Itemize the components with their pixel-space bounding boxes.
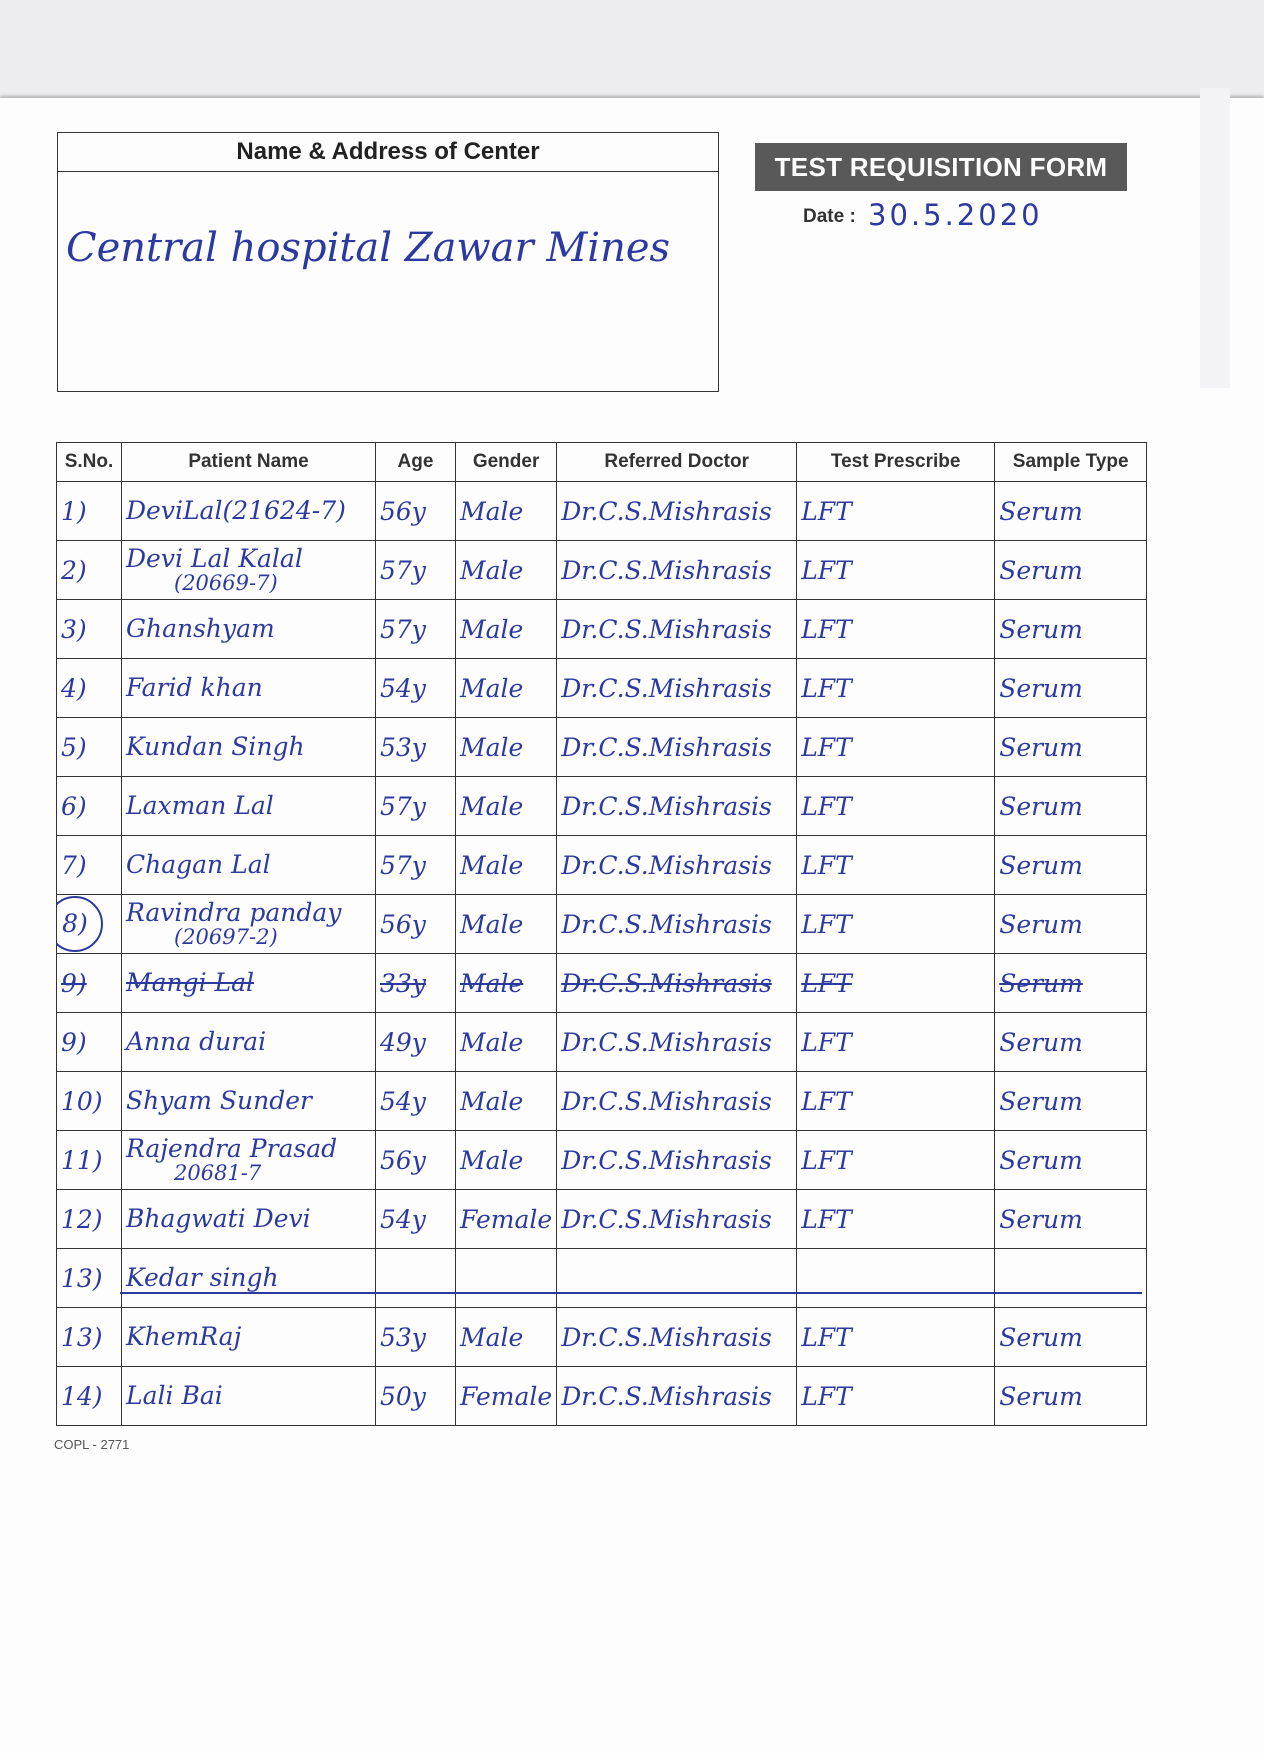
cell-doctor: Dr.C.S.Mishrasis xyxy=(557,954,797,1013)
cell-sno: 6) xyxy=(57,777,122,836)
cell-sno: 13) xyxy=(57,1308,122,1367)
cell-sno: 4) xyxy=(57,659,122,718)
cell-gender: Female xyxy=(456,1190,557,1249)
cell-sno: 9) xyxy=(57,1013,122,1072)
cell-test: LFT xyxy=(797,1131,995,1190)
table-row xyxy=(57,1131,1147,1190)
date-label: Date : xyxy=(803,206,856,227)
patient-name: Farid khan xyxy=(126,672,263,702)
cell-age: 53y xyxy=(376,718,456,777)
patient-name: Ghanshyam xyxy=(126,613,275,643)
cell-test: LFT xyxy=(797,1072,995,1131)
cell-gender: Male xyxy=(456,895,557,954)
cell-sample: Serum xyxy=(995,1367,1147,1426)
cell-sample: Serum xyxy=(995,1013,1147,1072)
cell-age: 56y xyxy=(376,1131,456,1190)
cell-doctor: Dr.C.S.Mishrasis xyxy=(557,895,797,954)
cell-name xyxy=(122,1190,376,1249)
table-row xyxy=(57,600,1147,659)
table-row xyxy=(57,1190,1147,1249)
cell-sno: 7) xyxy=(57,836,122,895)
cell-age: 49y xyxy=(376,1013,456,1072)
form-code: COPL - 2771 xyxy=(54,1437,130,1452)
cell-sample: Serum xyxy=(995,482,1147,541)
header-test-prescribe: Test Prescribe xyxy=(797,443,995,482)
header-sample-type: Sample Type xyxy=(995,443,1147,482)
cell-test xyxy=(797,1249,995,1308)
cell-name xyxy=(122,482,376,541)
table-header-row xyxy=(57,443,1147,482)
patient-name: Kundan Singh xyxy=(126,731,305,761)
circled-number: 8) xyxy=(57,896,104,952)
cell-gender: Female xyxy=(456,1367,557,1426)
cell-sno: 5) xyxy=(57,718,122,777)
cell-sample xyxy=(995,1249,1147,1308)
cell-gender: Male xyxy=(456,777,557,836)
cell-age: 33y xyxy=(376,954,456,1013)
cell-sample: Serum xyxy=(995,1308,1147,1367)
cell-test: LFT xyxy=(797,1190,995,1249)
cell-name xyxy=(122,659,376,718)
cell-doctor: Dr.C.S.Mishrasis xyxy=(557,482,797,541)
cell-gender: Male xyxy=(456,1072,557,1131)
cell-sample: Serum xyxy=(995,777,1147,836)
cell-sample: Serum xyxy=(995,541,1147,600)
cell-age: 57y xyxy=(376,836,456,895)
cell-gender: Male xyxy=(456,1131,557,1190)
cell-age: 54y xyxy=(376,1072,456,1131)
cell-test: LFT xyxy=(797,659,995,718)
patient-name: Laxman Lal xyxy=(126,790,274,820)
cell-name xyxy=(122,1367,376,1426)
patient-name: KhemRaj xyxy=(126,1321,242,1351)
cell-sno: 12) xyxy=(57,1190,122,1249)
table-row xyxy=(57,1072,1147,1131)
table-row xyxy=(57,954,1147,1013)
cell-test: LFT xyxy=(797,895,995,954)
cell-age: 57y xyxy=(376,541,456,600)
cell-name xyxy=(122,541,376,600)
cell-gender: Male xyxy=(456,1013,557,1072)
cell-doctor: Dr.C.S.Mishrasis xyxy=(557,718,797,777)
cell-sno: 13) xyxy=(57,1249,122,1308)
cell-sno: 9) xyxy=(57,954,122,1013)
cell-name xyxy=(122,836,376,895)
cell-test: LFT xyxy=(797,541,995,600)
cell-age: 50y xyxy=(376,1367,456,1426)
patient-name: Ravindra panday xyxy=(126,897,342,927)
patient-name: Anna durai xyxy=(126,1026,267,1056)
center-box-header: Name & Address of Center xyxy=(58,133,718,172)
cell-doctor: Dr.C.S.Mishrasis xyxy=(557,1367,797,1426)
cell-age: 57y xyxy=(376,600,456,659)
header-sno: S.No. xyxy=(57,443,122,482)
table-row xyxy=(57,659,1147,718)
cell-doctor: Dr.C.S.Mishrasis xyxy=(557,1308,797,1367)
patient-id: 20681-7 xyxy=(174,1161,262,1186)
patient-name: Chagan Lal xyxy=(126,849,271,879)
table-row xyxy=(57,1249,1147,1308)
patient-name: DeviLal(21624-7) xyxy=(126,495,346,525)
cell-age: 56y xyxy=(376,895,456,954)
cell-gender: Male xyxy=(456,482,557,541)
cell-test: LFT xyxy=(797,1013,995,1072)
cell-test: LFT xyxy=(797,600,995,659)
cell-sno: 10) xyxy=(57,1072,122,1131)
header-age: Age xyxy=(376,443,456,482)
patient-name: Rajendra Prasad xyxy=(126,1133,338,1163)
cell-name xyxy=(122,1072,376,1131)
cell-age: 53y xyxy=(376,1308,456,1367)
table-row xyxy=(57,836,1147,895)
patient-id: (20697-2) xyxy=(174,925,278,950)
cell-sno: 2) xyxy=(57,541,122,600)
cell-gender xyxy=(456,1249,557,1308)
cell-sample: Serum xyxy=(995,1190,1147,1249)
paper-fold xyxy=(1200,88,1230,388)
cell-doctor: Dr.C.S.Mishrasis xyxy=(557,1072,797,1131)
cell-doctor: Dr.C.S.Mishrasis xyxy=(557,541,797,600)
cell-name xyxy=(122,895,376,954)
cell-sample: Serum xyxy=(995,1072,1147,1131)
cell-age: 57y xyxy=(376,777,456,836)
cell-doctor: Dr.C.S.Mishrasis xyxy=(557,659,797,718)
cell-name xyxy=(122,718,376,777)
cell-doctor: Dr.C.S.Mishrasis xyxy=(557,1131,797,1190)
cell-sample: Serum xyxy=(995,659,1147,718)
cell-doctor xyxy=(557,1249,797,1308)
cell-gender: Male xyxy=(456,954,557,1013)
cell-name xyxy=(122,777,376,836)
cell-name xyxy=(122,1013,376,1072)
row-strike-line xyxy=(120,1292,1142,1294)
patient-name: Mangi Lal xyxy=(126,967,255,997)
cell-name xyxy=(122,1308,376,1367)
cell-sno: 11) xyxy=(57,1131,122,1190)
cell-sample: Serum xyxy=(995,718,1147,777)
patient-id: (20669-7) xyxy=(174,571,278,596)
cell-test: LFT xyxy=(797,718,995,777)
table-row xyxy=(57,482,1147,541)
cell-name xyxy=(122,600,376,659)
cell-test: LFT xyxy=(797,954,995,1013)
cell-doctor: Dr.C.S.Mishrasis xyxy=(557,836,797,895)
table-row xyxy=(57,1013,1147,1072)
cell-gender: Male xyxy=(456,659,557,718)
header-gender: Gender xyxy=(456,443,557,482)
header-patient-name: Patient Name xyxy=(122,443,376,482)
cell-sample: Serum xyxy=(995,1131,1147,1190)
cell-doctor: Dr.C.S.Mishrasis xyxy=(557,1013,797,1072)
cell-name xyxy=(122,954,376,1013)
cell-sno: 1) xyxy=(57,482,122,541)
cell-age: 56y xyxy=(376,482,456,541)
table-row xyxy=(57,1308,1147,1367)
cell-sno: 14) xyxy=(57,1367,122,1426)
center-name: Central hospital Zawar Mines xyxy=(66,225,671,271)
cell-doctor: Dr.C.S.Mishrasis xyxy=(557,1190,797,1249)
cell-name xyxy=(122,1249,376,1308)
cell-age xyxy=(376,1249,456,1308)
cell-age: 54y xyxy=(376,659,456,718)
cell-test: LFT xyxy=(797,777,995,836)
cell-sample: Serum xyxy=(995,836,1147,895)
cell-doctor: Dr.C.S.Mishrasis xyxy=(557,600,797,659)
patient-name: Lali Bai xyxy=(126,1380,223,1410)
patient-name: Devi Lal Kalal xyxy=(126,543,303,573)
cell-age: 54y xyxy=(376,1190,456,1249)
cell-test: LFT xyxy=(797,1367,995,1426)
cell-test: LFT xyxy=(797,836,995,895)
patient-name: Bhagwati Devi xyxy=(126,1203,311,1233)
cell-doctor: Dr.C.S.Mishrasis xyxy=(557,777,797,836)
cell-gender: Male xyxy=(456,600,557,659)
requisition-table xyxy=(56,442,1147,1426)
cell-test: LFT xyxy=(797,1308,995,1367)
table-row xyxy=(57,895,1147,954)
cell-sno xyxy=(57,895,122,954)
date-value: 30.5.2020 xyxy=(868,198,1043,232)
cell-test: LFT xyxy=(797,482,995,541)
patient-name: Shyam Sunder xyxy=(126,1085,312,1115)
cell-gender: Male xyxy=(456,1308,557,1367)
patient-name: Kedar singh xyxy=(126,1262,279,1292)
table-row xyxy=(57,541,1147,600)
table-row xyxy=(57,1367,1147,1426)
table-row xyxy=(57,718,1147,777)
cell-gender: Male xyxy=(456,718,557,777)
header-referred-doctor: Referred Doctor xyxy=(557,443,797,482)
cell-gender: Male xyxy=(456,836,557,895)
cell-gender: Male xyxy=(456,541,557,600)
center-box xyxy=(57,132,719,392)
cell-name xyxy=(122,1131,376,1190)
cell-sno: 3) xyxy=(57,600,122,659)
cell-sample: Serum xyxy=(995,895,1147,954)
table-row xyxy=(57,777,1147,836)
form-title: TEST REQUISITION FORM xyxy=(755,143,1127,191)
cell-sample: Serum xyxy=(995,954,1147,1013)
cell-sample: Serum xyxy=(995,600,1147,659)
